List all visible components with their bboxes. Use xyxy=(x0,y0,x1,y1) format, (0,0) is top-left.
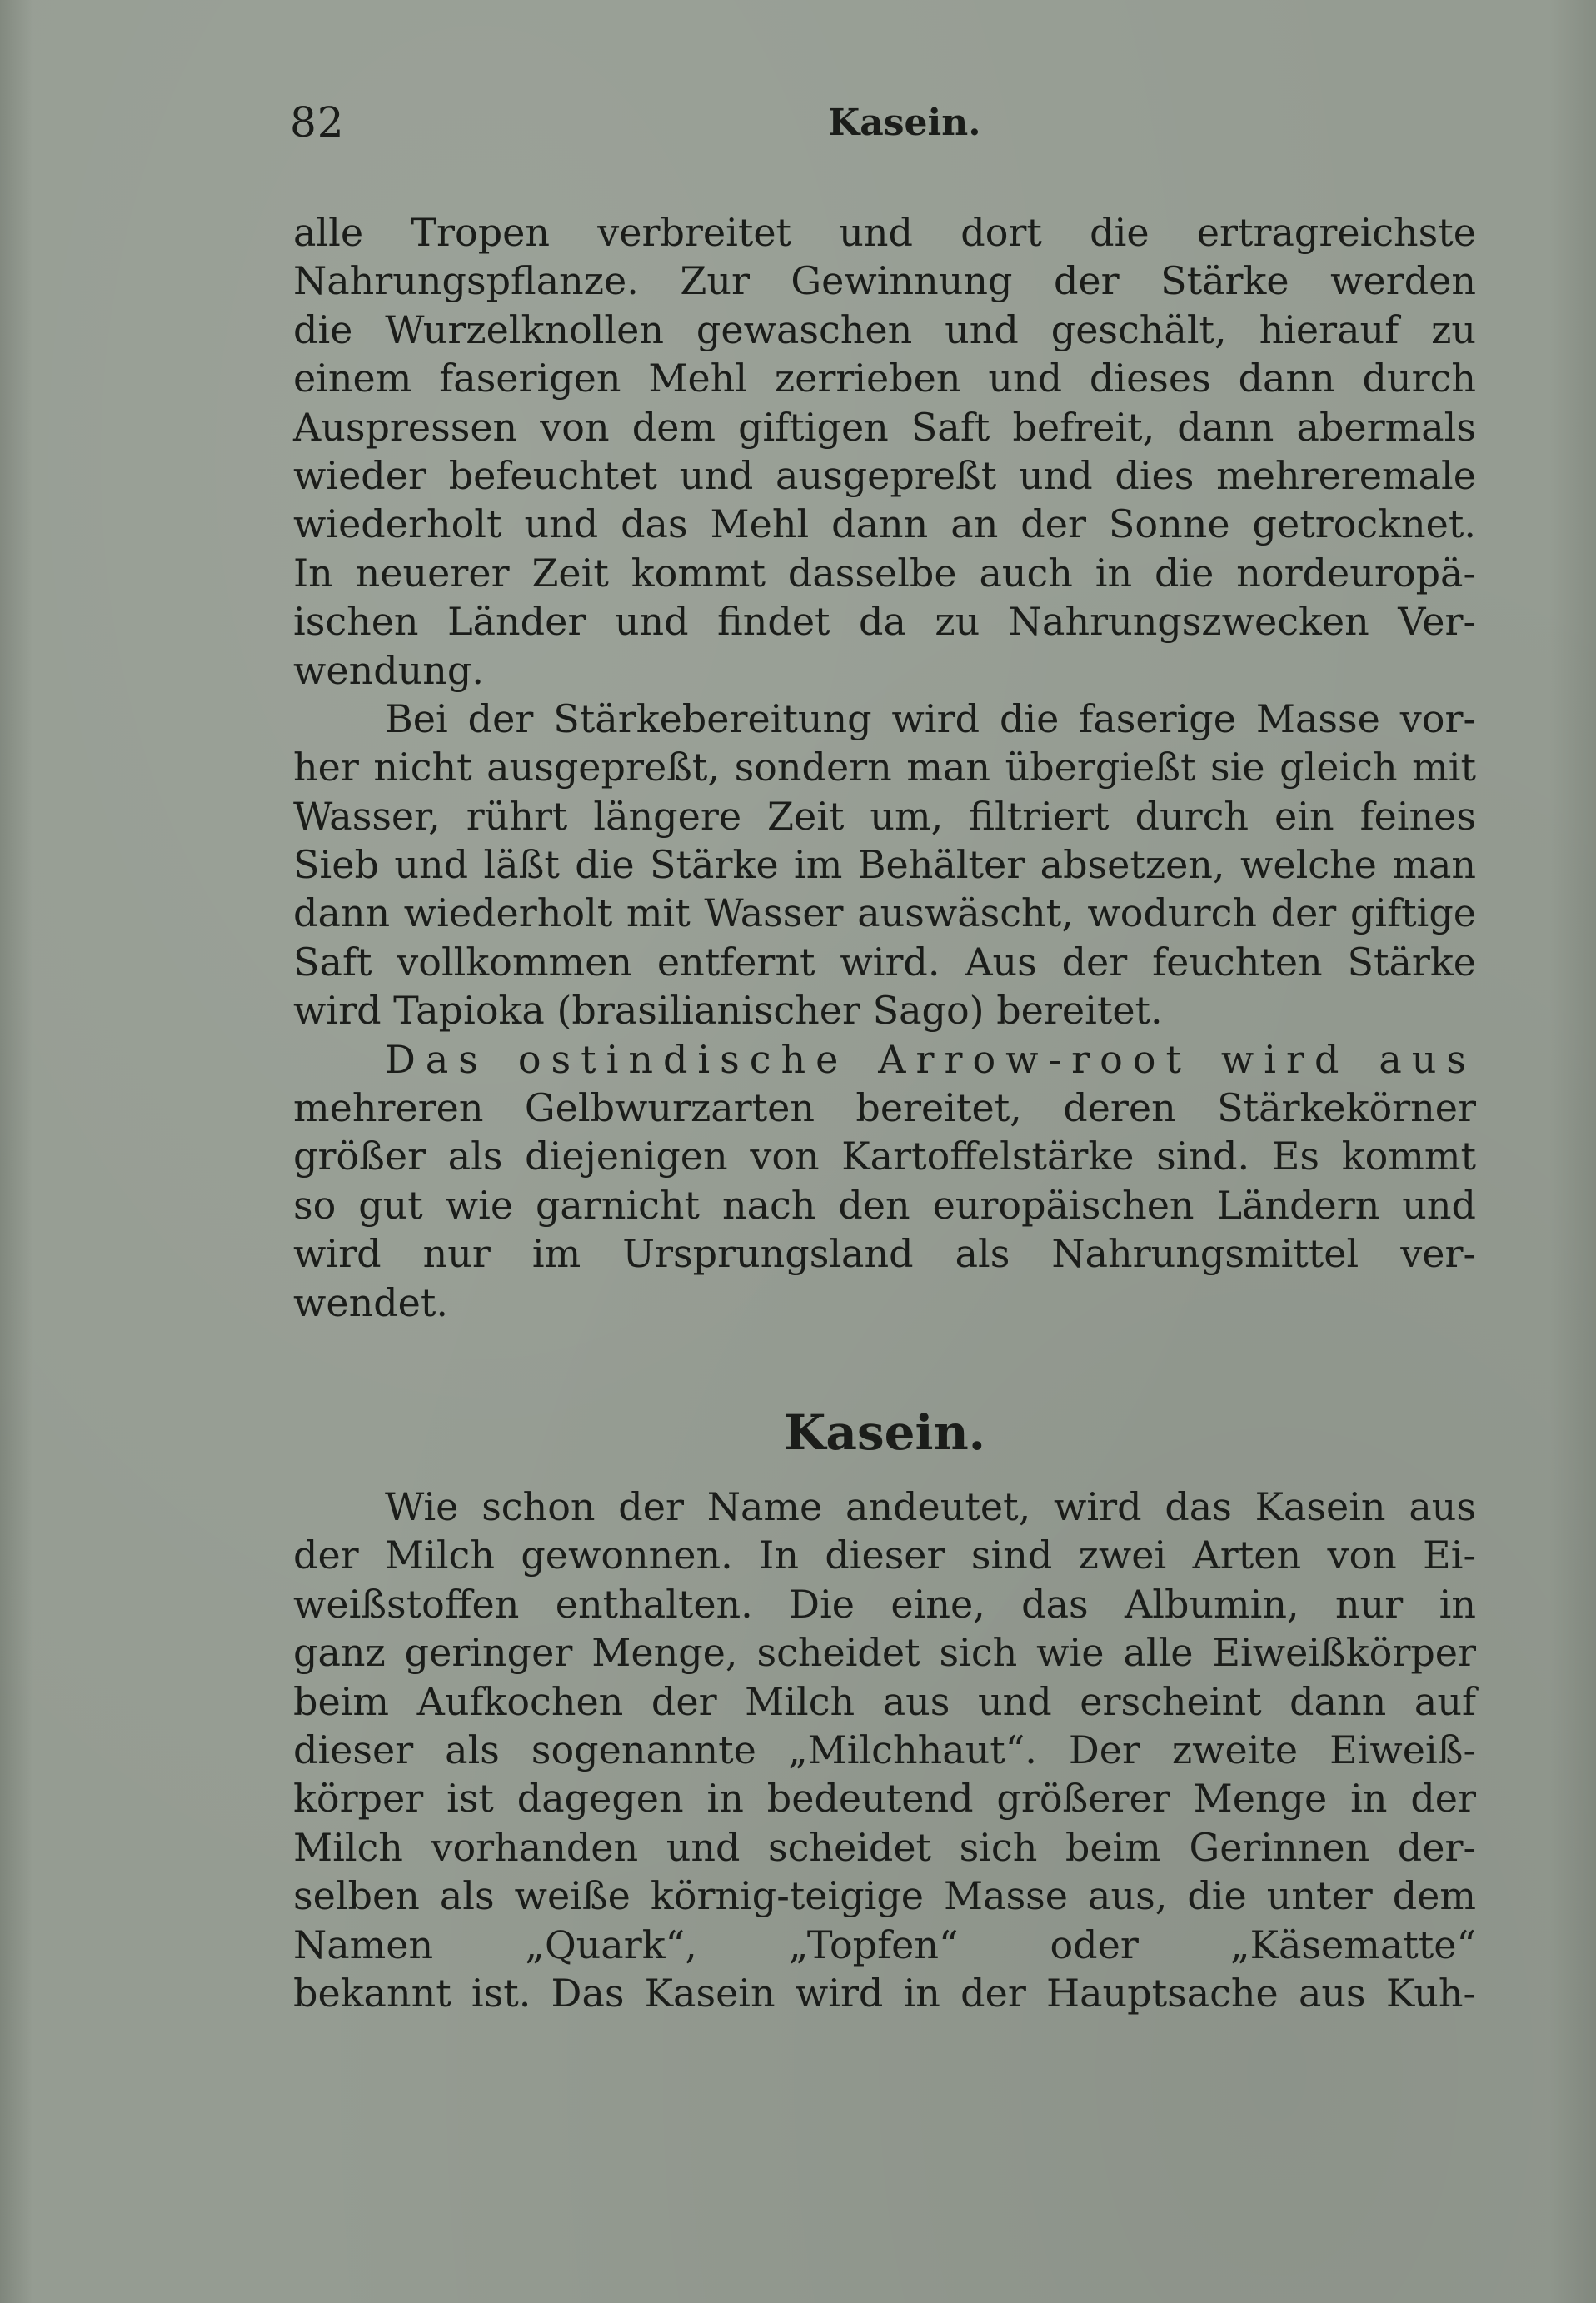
text-line: dann wiederholt mit Wasser auswäscht, wodurch der giftige xyxy=(293,890,1476,936)
text-line: Bei der Stärkebereitung wird die faserige Masse vor- xyxy=(385,695,1476,741)
text-line: Wasser, rührt längere Zeit um, filtriert durch ein feines xyxy=(293,793,1476,839)
text-line: wird Tapioka (brasilianischer Sago) bereitet. xyxy=(293,988,1163,1034)
text-line: wird nur im Ursprungsland als Nahrungsmittel ver- xyxy=(293,1231,1476,1277)
section-body xyxy=(293,1483,1476,2017)
text-line: Nahrungspflanze. Zur Gewinnung der Stärke werden xyxy=(293,258,1476,304)
text-line: Namen „Quark“, „Topfen“ oder „Käsematte“ xyxy=(293,1922,1476,1967)
text-line: wendet. xyxy=(293,1279,448,1325)
text-line: so gut wie garnicht nach den europäischen Ländern und xyxy=(293,1182,1476,1228)
text-line: selben als weiße körnig-teigige Masse aus, die unter dem xyxy=(293,1873,1476,1919)
text-line: wieder befeuchtet und ausgepreßt und dies mehreremale xyxy=(293,452,1476,498)
text-line: ganz geringer Menge, scheidet sich wie alle Eiweißkörper xyxy=(293,1630,1476,1676)
body-text xyxy=(293,208,1476,1327)
text-line: Saft vollkommen entfernt wird. Aus der feuchten Stärke xyxy=(293,939,1476,985)
text-line: mehreren Gelbwurzarten bereitet, deren Stärkekörner xyxy=(293,1085,1476,1131)
text-line: dieser als sogenannte „Milchhaut“. Der zweite Eiweiß- xyxy=(293,1727,1476,1772)
section-title: Kasein. xyxy=(784,1404,985,1461)
text-line: Wie schon der Name andeutet, wird das Kasein aus xyxy=(385,1484,1476,1529)
text-line: wiederholt und das Mehl dann an der Sonne getrocknet. xyxy=(293,501,1476,547)
text-line: wendung. xyxy=(293,647,484,693)
text-line: der Milch gewonnen. In dieser sind zwei Arten von Ei- xyxy=(293,1533,1476,1578)
text-line: alle Tropen verbreitet und dort die ertragreichste xyxy=(293,210,1476,255)
text-line: Milch vorhanden und scheidet sich beim Gerinnen der- xyxy=(293,1824,1476,1870)
running-head: Kasein. xyxy=(828,102,981,144)
text-line: Sieb und läßt die Stärke im Behälter absetzen, welche man xyxy=(293,842,1476,888)
page-header xyxy=(290,98,1473,157)
text-line: die Wurzelknollen gewaschen und geschält, hierauf zu xyxy=(293,307,1476,352)
text-line: körper ist dagegen in bedeutend größerer Menge in der xyxy=(293,1776,1476,1822)
text-line: In neuerer Zeit kommt dasselbe auch in die nordeuropä- xyxy=(293,550,1476,596)
text-line: ischen Länder und findet da zu Nahrungszwecken Ver- xyxy=(293,599,1476,645)
page-number: 82 xyxy=(290,98,345,147)
text-line: bekannt ist. Das Kasein wird in der Hauptsache aus Kuh- xyxy=(293,1970,1476,2016)
text-line: her nicht ausgepreßt, sondern man übergießt sie gleich mit xyxy=(293,745,1476,790)
text-line: größer als diejenigen von Kartoffelstärke sind. Es kommt xyxy=(293,1134,1476,1179)
text-line: einem faserigen Mehl zerrieben und dieses dann durch xyxy=(293,356,1476,401)
text-line: Das ostindische Arrow-root wird aus xyxy=(385,1036,1476,1082)
text-line: weißstoffen enthalten. Die eine, das Albumin, nur in xyxy=(293,1581,1476,1627)
text-line: Auspressen von dem giftigen Saft befreit, dann abermals xyxy=(293,404,1476,450)
text-line: beim Aufkochen der Milch aus und erscheint dann auf xyxy=(293,1678,1476,1724)
